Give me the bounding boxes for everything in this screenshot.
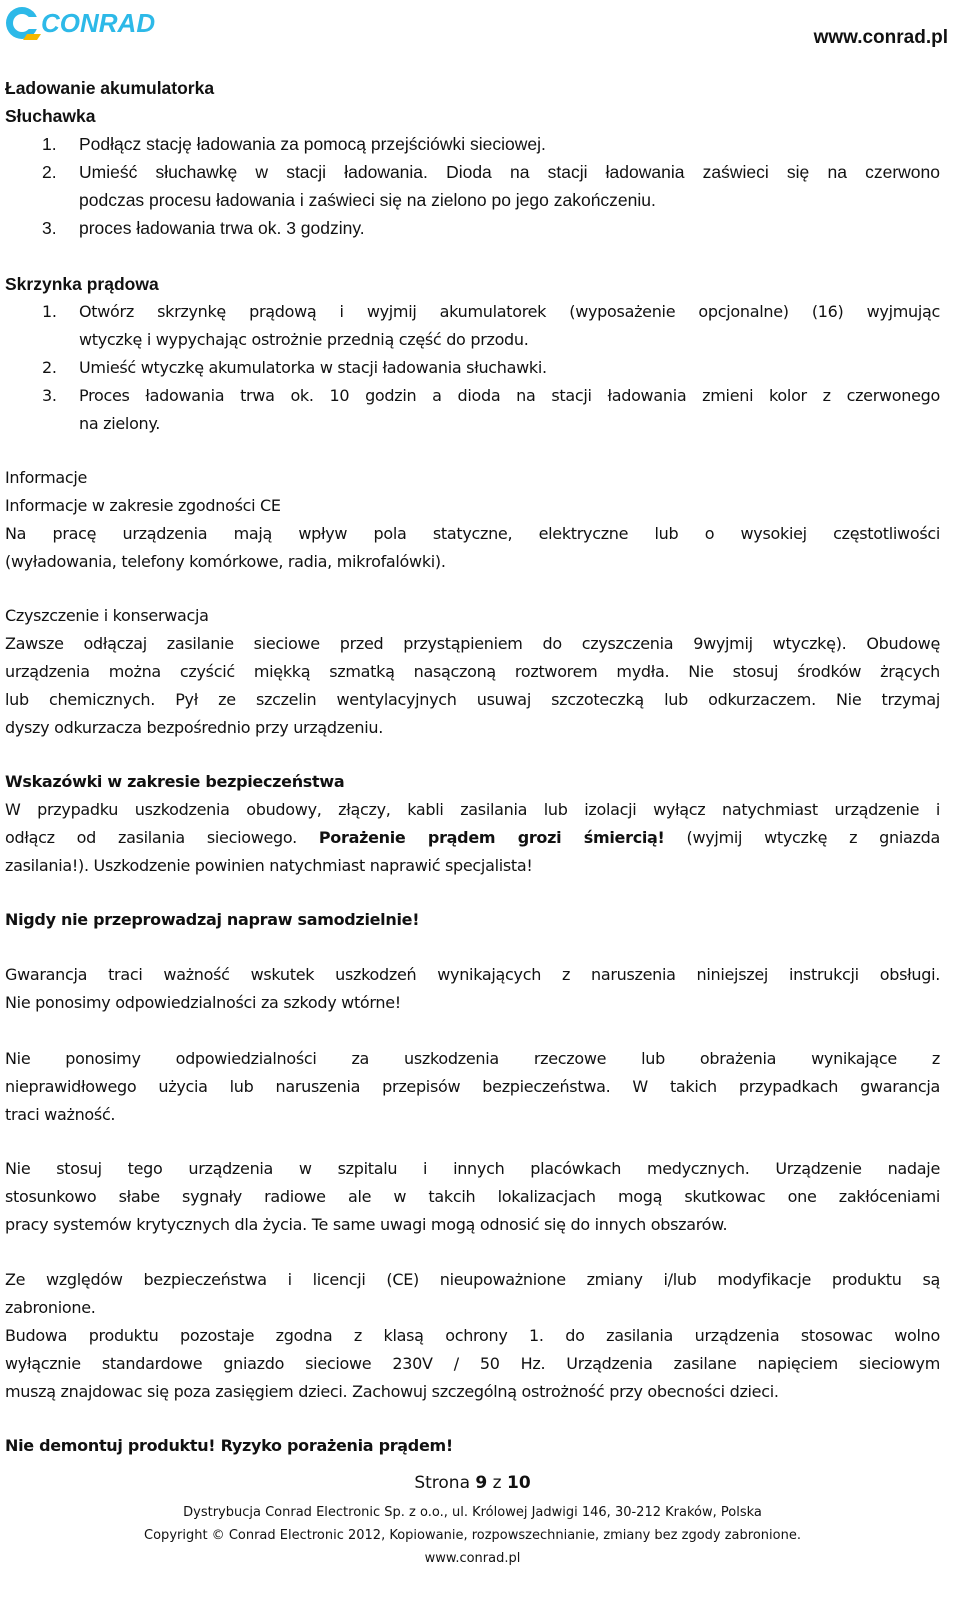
paragraph-line: Nie ponosimy odpowiedzialności za szkody wtórne! bbox=[5, 993, 401, 1012]
warranty-block bbox=[5, 961, 940, 1017]
paragraph-line: zabronione. bbox=[5, 1298, 96, 1317]
cleaning-section bbox=[5, 602, 940, 742]
list-item bbox=[5, 354, 940, 382]
hospital-block bbox=[5, 1155, 940, 1239]
page-total: 10 bbox=[507, 1473, 531, 1493]
step-number: 3. bbox=[42, 386, 57, 405]
text-run: odłącz od zasilania sieciowego. bbox=[5, 828, 297, 847]
paragraph-line: dyszy odkurzacza bezpośrednio przy urządzeniu. bbox=[5, 718, 384, 737]
footer-distributor: Dystrybucja Conrad Electronic Sp. z o.o., ul. Królowej Jadwigi 146, 30-212 Kraków, Polska bbox=[183, 1505, 762, 1520]
paragraph-line: Na pracę urządzenia mają wpływ pola statyczne, elektryczne lub o wysokiej częstotliwości bbox=[5, 524, 940, 543]
charging-section bbox=[5, 74, 940, 242]
headset-steps bbox=[5, 130, 940, 242]
step-number: 1. bbox=[42, 134, 57, 154]
conrad-logo bbox=[5, 4, 155, 42]
info-section bbox=[5, 464, 940, 576]
logo-text: CONRAD bbox=[41, 8, 155, 38]
paragraph-line: Gwarancja traci ważność wskutek uszkodzeń wynikających z naruszenia niniejszej instrukcji obsługi. bbox=[5, 965, 940, 984]
paragraph-line: urządzenia można czyścić miękką szmatką nasączoną roztworem mydła. Nie stosuj środków żrących bbox=[5, 662, 940, 681]
paragraph-line: lub chemicznych. Pył ze szczelin wentylacyjnych usuwaj szczoteczką lub odkurzaczem. Nie trzymaj bbox=[5, 690, 940, 709]
no-repair-warning: Nigdy nie przeprowadzaj napraw samodzielnie! bbox=[5, 910, 420, 929]
danger-warning: Porażenie prądem grozi śmiercią! bbox=[318, 828, 665, 847]
list-item bbox=[5, 130, 940, 158]
step-text: wtyczkę i wypychając ostrożnie przednią część do przodu. bbox=[79, 330, 529, 349]
paragraph-line: zasilania!). Uszkodzenie powinien natychmiast naprawić specjalista! bbox=[5, 856, 533, 875]
step-text: Podłącz stację ładowania za pomocą przejściówki sieciowej. bbox=[79, 134, 546, 154]
step-text: proces ładowania trwa ok. 3 godziny. bbox=[79, 218, 365, 238]
paragraph-line: Ze względów bezpieczeństwa i licencji (CE) nieupoważnione zmiany i/lub modyfikacje produktu są bbox=[5, 1270, 940, 1289]
header-website: www.conrad.pl bbox=[813, 27, 948, 48]
step-text: Proces ładowania trwa ok. 10 godzin a dioda na stacji ładowania zmieni kolor z czerwonego bbox=[79, 386, 940, 405]
paragraph-line: wyłącznie standardowe gniazdo sieciowe 230V / 50 Hz. Urządzenia zasilane napięciem sieciowym bbox=[5, 1354, 940, 1373]
paragraph-line: Zawsze odłączaj zasilanie sieciowe przed przystąpieniem do czyszczenia 9wyjmij wtyczkę). Obudowę bbox=[5, 634, 940, 653]
headset-title: Słuchawka bbox=[5, 106, 96, 126]
step-number: 2. bbox=[42, 162, 57, 182]
box-section bbox=[5, 270, 940, 298]
list-item bbox=[5, 158, 940, 214]
liability-block bbox=[5, 1045, 940, 1129]
paragraph-line: muszą znajdowac się poza zasięgiem dzieci. Zachowuj szczególną ostrożność przy obecności dzieci. bbox=[5, 1382, 779, 1401]
page-sep: z bbox=[492, 1473, 502, 1493]
list-item bbox=[5, 214, 940, 242]
cleaning-title: Czyszczenie i konserwacja bbox=[5, 606, 209, 625]
footer-website: www.conrad.pl bbox=[424, 1551, 521, 1566]
paragraph-line: W przypadku uszkodzenia obudowy, złączy, kabli zasilania lub izolacji wyłącz natychmiast urządzenie i bbox=[5, 800, 940, 819]
paragraph-line: traci ważność. bbox=[5, 1105, 116, 1124]
list-item bbox=[5, 382, 940, 438]
ce-title: Informacje w zakresie zgodności CE bbox=[5, 496, 281, 515]
step-text: Otwórz skrzynkę prądową i wyjmij akumulatorek (wyposażenie opcjonalne) (16) wyjmując bbox=[79, 302, 940, 321]
step-text: Umieść wtyczkę akumulatorka w stacji ładowania słuchawki. bbox=[79, 358, 547, 377]
step-text: podczas procesu ładowania i zaświeci się na zielono po jego zakończeniu. bbox=[79, 190, 656, 210]
paragraph-line bbox=[5, 824, 940, 852]
page-label: Strona bbox=[414, 1473, 470, 1493]
paragraph-line: Nie ponosimy odpowiedzialności za uszkodzenia rzeczowe lub obrażenia wynikające z bbox=[5, 1049, 940, 1068]
safety-title: Wskazówki w zakresie bezpieczeństwa bbox=[5, 772, 345, 791]
paragraph-line: nieprawidłowego użycia lub naruszenia przepisów bezpieczeństwa. W takich przypadkach gwarancja bbox=[5, 1077, 940, 1096]
footer-copyright: Copyright © Conrad Electronic 2012, Kopiowanie, rozpowszechnianie, zmiany bez zgody zabronione. bbox=[144, 1528, 801, 1543]
no-dismantle-block bbox=[5, 1432, 940, 1460]
page-current: 9 bbox=[475, 1473, 488, 1493]
box-title: Skrzynka prądowa bbox=[5, 274, 159, 294]
step-text: Umieść słuchawkę w stacji ładowania. Dioda na stacji ładowania zaświeci się na czerwono bbox=[79, 162, 940, 182]
text-run: (wyjmij wtyczkę z gniazda bbox=[686, 828, 940, 847]
step-number: 3. bbox=[42, 218, 57, 238]
no-repair-block bbox=[5, 906, 940, 934]
ce-block bbox=[5, 1266, 940, 1406]
page-number bbox=[0, 1470, 945, 1496]
paragraph-line: (wyładowania, telefony komórkowe, radia, mikrofalówki). bbox=[5, 552, 446, 571]
step-text: na zielony. bbox=[79, 414, 161, 433]
charging-title: Ładowanie akumulatorka bbox=[5, 78, 215, 98]
safety-section bbox=[5, 768, 940, 880]
no-dismantle-warning: Nie demontuj produktu! Ryzyko porażenia prądem! bbox=[5, 1436, 453, 1455]
info-title: Informacje bbox=[5, 468, 88, 487]
step-number: 1. bbox=[42, 302, 57, 321]
list-item bbox=[5, 298, 940, 354]
step-number: 2. bbox=[42, 358, 57, 377]
paragraph-line: Nie stosuj tego urządzenia w szpitalu i innych placówkach medycznych. Urządzenie nadaje bbox=[5, 1159, 940, 1178]
paragraph-line: stosunkowo słabe sygnały radiowe ale w takcih lokalizacjach mogą skutkowac one zakłóceniami bbox=[5, 1187, 940, 1206]
paragraph-line: pracy systemów krytycznych dla życia. Te same uwagi mogą odnosić się do innych obszarów. bbox=[5, 1215, 728, 1234]
paragraph-line: Budowa produktu pozostaje zgodna z klasą ochrony 1. do zasilania urządzenia stosowac wolno bbox=[5, 1326, 940, 1345]
box-steps bbox=[5, 298, 940, 438]
